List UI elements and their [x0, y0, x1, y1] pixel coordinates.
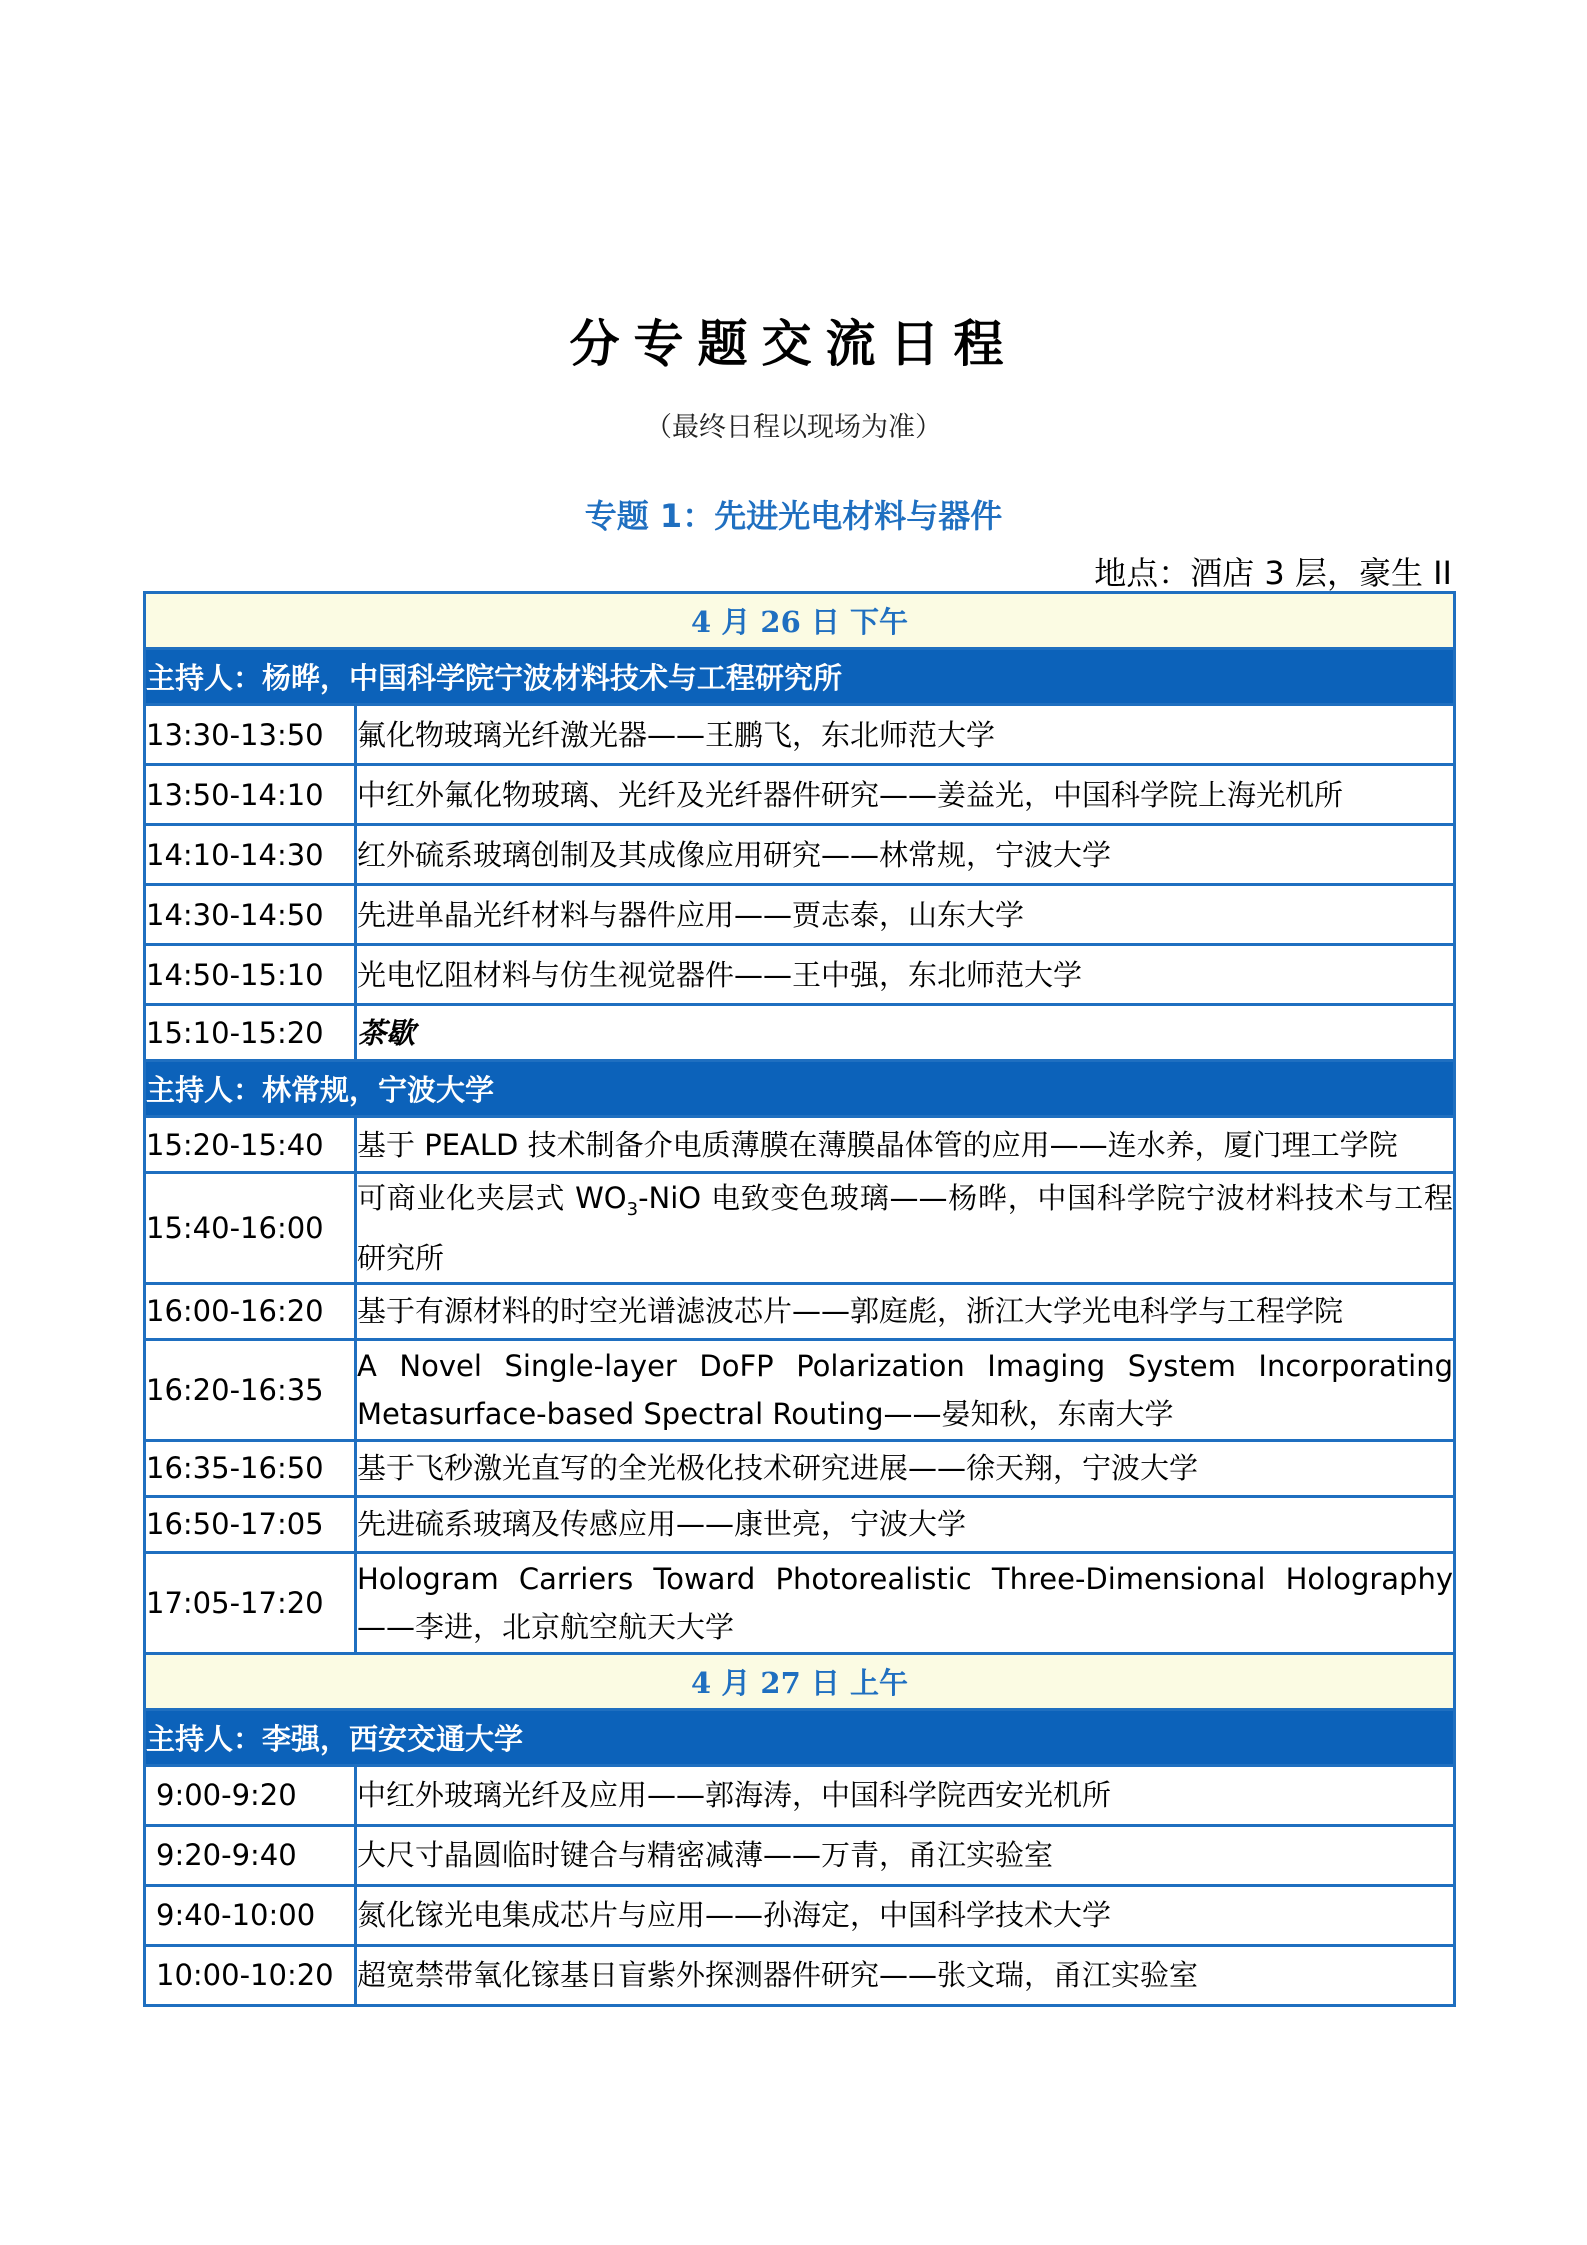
table-row	[145, 1765, 1455, 1825]
time-slot: 13:30-13:50	[145, 705, 356, 765]
schedule-table	[143, 591, 1456, 2007]
talk-title: 先进硫系玻璃及传感应用——康世亮，宁波大学	[356, 1496, 1455, 1552]
time-slot: 15:40-16:00	[145, 1173, 356, 1284]
time-slot: 14:10-14:30	[145, 825, 356, 885]
table-row	[145, 1005, 1455, 1061]
talk-title-line: Metasurface-based Spectral Routing——晏知秋，东南大学	[357, 1396, 1174, 1431]
day-label: 4 月 27 日 上午	[145, 1653, 1455, 1709]
table-row	[145, 1945, 1455, 2005]
talk-title: 基于飞秒激光直写的全光极化技术研究进展——徐天翔，宁波大学	[356, 1440, 1455, 1496]
table-row	[145, 1339, 1455, 1440]
day-header-row	[145, 593, 1455, 649]
table-row	[145, 1117, 1455, 1173]
day-label: 4 月 26 日 下午	[145, 593, 1455, 649]
time-slot: 9:20-9:40	[145, 1825, 356, 1885]
time-slot: 14:30-14:50	[145, 885, 356, 945]
time-slot: 15:10-15:20	[145, 1005, 356, 1061]
host-label: 主持人：林常规，宁波大学	[145, 1061, 1455, 1117]
talk-title: 光电忆阻材料与仿生视觉器件——王中强，东北师范大学	[356, 945, 1455, 1005]
talk-title: 氮化镓光电集成芯片与应用——孙海定，中国科学技术大学	[356, 1885, 1455, 1945]
talk-title-part: 可商业化夹层式 WO	[357, 1181, 627, 1215]
talk-title: 中红外玻璃光纤及应用——郭海涛，中国科学院西安光机所	[356, 1765, 1455, 1825]
topic-title: 专题 1：先进光电材料与器件	[584, 497, 1003, 535]
talk-title	[356, 1339, 1455, 1440]
time-slot: 10:00-10:20	[145, 1945, 356, 2005]
talk-title-line: A Novel Single-layer DoFP Polarization Imaging System Incorporating	[357, 1348, 1454, 1383]
table-row	[145, 1496, 1455, 1552]
table-row	[145, 825, 1455, 885]
table-row	[145, 1825, 1455, 1885]
talk-title: Hologram Carriers Toward Photorealistic Three-Dimensional Holography——李进，北京航空航天大学	[356, 1552, 1455, 1653]
table-row	[145, 1552, 1455, 1653]
time-slot: 9:40-10:00	[145, 1885, 356, 1945]
venue-text: 地点：酒店 3 层，豪生 II	[1094, 554, 1452, 592]
talk-title-part: -NiO 电致变色玻璃——杨晔，中国科学院宁波材料技术与工程研究所	[357, 1181, 1454, 1275]
time-slot: 16:20-16:35	[145, 1339, 356, 1440]
talk-title: 先进单晶光纤材料与器件应用——贾志泰，山东大学	[356, 885, 1455, 945]
page-title: 分专题交流日程	[569, 314, 1018, 373]
table-row	[145, 765, 1455, 825]
talk-title-subscript: 3	[626, 1198, 639, 1220]
table-row	[145, 1885, 1455, 1945]
table-row	[145, 1440, 1455, 1496]
talk-title: 大尺寸晶圆临时键合与精密减薄——万青，甬江实验室	[356, 1825, 1455, 1885]
time-slot: 16:00-16:20	[145, 1283, 356, 1339]
tea-break-label: 茶歇	[357, 1015, 416, 1050]
day-header-row	[145, 1653, 1455, 1709]
time-slot: 9:00-9:20	[145, 1765, 356, 1825]
talk-title: 红外硫系玻璃创制及其成像应用研究——林常规，宁波大学	[356, 825, 1455, 885]
table-row	[145, 705, 1455, 765]
host-row	[145, 1709, 1455, 1765]
time-slot: 13:50-14:10	[145, 765, 356, 825]
tea-break	[356, 1005, 1455, 1061]
host-row	[145, 1061, 1455, 1117]
host-label: 主持人：李强，西安交通大学	[145, 1709, 1455, 1765]
talk-title: 基于 PEALD 技术制备介电质薄膜在薄膜晶体管的应用——连水养，厦门理工学院	[356, 1117, 1455, 1173]
talk-title: 超宽禁带氧化镓基日盲紫外探测器件研究——张文瑞，甬江实验室	[356, 1945, 1455, 2005]
host-label: 主持人：杨晔，中国科学院宁波材料技术与工程研究所	[145, 649, 1455, 705]
talk-title: 基于有源材料的时空光谱滤波芯片——郭庭彪，浙江大学光电科学与工程学院	[356, 1283, 1455, 1339]
table-row	[145, 1283, 1455, 1339]
table-row	[145, 1173, 1455, 1284]
time-slot: 16:35-16:50	[145, 1440, 356, 1496]
time-slot: 17:05-17:20	[145, 1552, 356, 1653]
table-row	[145, 945, 1455, 1005]
time-slot: 15:20-15:40	[145, 1117, 356, 1173]
talk-title: 氟化物玻璃光纤激光器——王鹏飞，东北师范大学	[356, 705, 1455, 765]
time-slot: 14:50-15:10	[145, 945, 356, 1005]
talk-title: 中红外氟化物玻璃、光纤及光纤器件研究——姜益光，中国科学院上海光机所	[356, 765, 1455, 825]
host-row	[145, 649, 1455, 705]
time-slot: 16:50-17:05	[145, 1496, 356, 1552]
talk-title	[356, 1173, 1455, 1284]
schedule-note: （最终日程以现场为准）	[645, 412, 942, 443]
table-row	[145, 885, 1455, 945]
